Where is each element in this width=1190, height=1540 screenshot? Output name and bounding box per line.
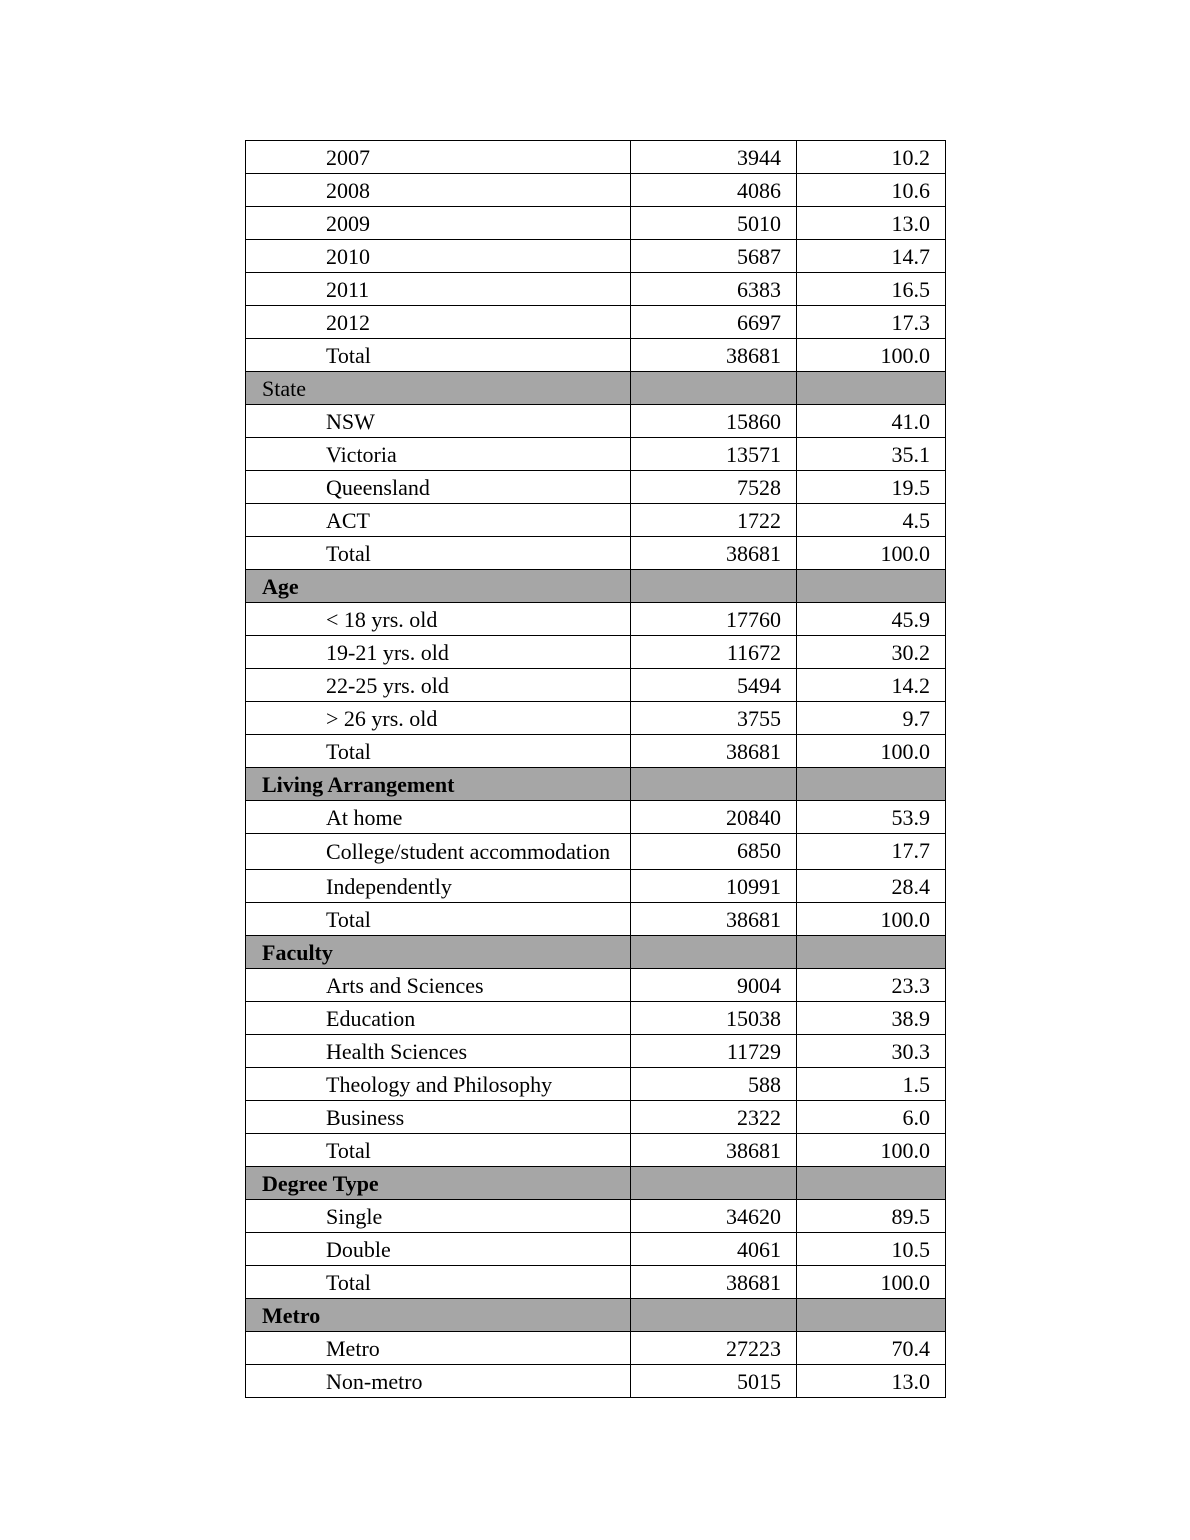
row-count: 15038 <box>631 1002 797 1035</box>
table-body <box>246 141 946 1398</box>
row-label: Theology and Philosophy <box>246 1068 631 1101</box>
table-row <box>246 969 946 1002</box>
row-percent: 10.5 <box>797 1233 946 1266</box>
row-percent: 100.0 <box>797 735 946 768</box>
row-count: 7528 <box>631 471 797 504</box>
row-label: College/student accommodation <box>246 834 631 870</box>
row-count: 5015 <box>631 1365 797 1398</box>
row-percent: 1.5 <box>797 1068 946 1101</box>
section-header-count-cell <box>631 768 797 801</box>
total-row <box>246 735 946 768</box>
section-header-row <box>246 372 946 405</box>
row-percent: 100.0 <box>797 1134 946 1167</box>
section-header-label: State <box>246 372 631 405</box>
statistics-table <box>245 140 946 1398</box>
row-percent: 10.6 <box>797 174 946 207</box>
row-count: 4061 <box>631 1233 797 1266</box>
row-percent: 17.3 <box>797 306 946 339</box>
row-count: 13571 <box>631 438 797 471</box>
table-row <box>246 702 946 735</box>
row-label: Victoria <box>246 438 631 471</box>
row-count: 1722 <box>631 504 797 537</box>
row-label: 22-25 yrs. old <box>246 669 631 702</box>
row-label: 2012 <box>246 306 631 339</box>
row-percent: 35.1 <box>797 438 946 471</box>
row-label: Total <box>246 735 631 768</box>
row-label: 2008 <box>246 174 631 207</box>
row-label: Non-metro <box>246 1365 631 1398</box>
row-label: Total <box>246 339 631 372</box>
table-row <box>246 504 946 537</box>
row-label: Education <box>246 1002 631 1035</box>
total-row <box>246 1266 946 1299</box>
row-label: Metro <box>246 1332 631 1365</box>
table-row <box>246 603 946 636</box>
row-percent: 28.4 <box>797 870 946 903</box>
table-row <box>246 273 946 306</box>
row-label: Independently <box>246 870 631 903</box>
row-label: Arts and Sciences <box>246 969 631 1002</box>
table-row <box>246 405 946 438</box>
row-percent: 23.3 <box>797 969 946 1002</box>
row-label: NSW <box>246 405 631 438</box>
row-label: Queensland <box>246 471 631 504</box>
total-row <box>246 1134 946 1167</box>
row-label: 2007 <box>246 141 631 174</box>
row-label: Single <box>246 1200 631 1233</box>
row-percent: 30.3 <box>797 1035 946 1068</box>
row-count: 10991 <box>631 870 797 903</box>
row-percent: 100.0 <box>797 903 946 936</box>
total-row <box>246 339 946 372</box>
section-header-row <box>246 1167 946 1200</box>
row-count: 5010 <box>631 207 797 240</box>
table-row <box>246 141 946 174</box>
row-percent: 13.0 <box>797 1365 946 1398</box>
section-header-count-cell <box>631 936 797 969</box>
section-header-label: Degree Type <box>246 1167 631 1200</box>
row-label: At home <box>246 801 631 834</box>
section-header-percent-cell <box>797 1167 946 1200</box>
row-percent: 17.7 <box>797 834 946 870</box>
row-count: 20840 <box>631 801 797 834</box>
row-percent: 38.9 <box>797 1002 946 1035</box>
section-header-row <box>246 936 946 969</box>
row-count: 17760 <box>631 603 797 636</box>
table-row <box>246 306 946 339</box>
table-row <box>246 207 946 240</box>
table-row <box>246 1233 946 1266</box>
row-label: Total <box>246 903 631 936</box>
row-percent: 100.0 <box>797 1266 946 1299</box>
row-percent: 4.5 <box>797 504 946 537</box>
row-label: 2011 <box>246 273 631 306</box>
row-percent: 53.9 <box>797 801 946 834</box>
section-header-percent-cell <box>797 372 946 405</box>
row-label: < 18 yrs. old <box>246 603 631 636</box>
section-header-row <box>246 1299 946 1332</box>
total-row <box>246 537 946 570</box>
table-row <box>246 1200 946 1233</box>
row-percent: 89.5 <box>797 1200 946 1233</box>
row-count: 38681 <box>631 1266 797 1299</box>
section-header-row <box>246 768 946 801</box>
section-header-count-cell <box>631 1167 797 1200</box>
row-count: 3755 <box>631 702 797 735</box>
row-percent: 41.0 <box>797 405 946 438</box>
table-row <box>246 636 946 669</box>
section-header-percent-cell <box>797 570 946 603</box>
section-header-label: Metro <box>246 1299 631 1332</box>
row-percent: 30.2 <box>797 636 946 669</box>
row-count: 38681 <box>631 1134 797 1167</box>
table-row <box>246 1332 946 1365</box>
row-label: 2010 <box>246 240 631 273</box>
row-percent: 14.7 <box>797 240 946 273</box>
row-percent: 45.9 <box>797 603 946 636</box>
row-percent: 14.2 <box>797 669 946 702</box>
row-count: 15860 <box>631 405 797 438</box>
row-count: 5687 <box>631 240 797 273</box>
table-row <box>246 1101 946 1134</box>
row-label: 2009 <box>246 207 631 240</box>
row-label: Total <box>246 1266 631 1299</box>
section-header-count-cell <box>631 1299 797 1332</box>
row-percent: 100.0 <box>797 339 946 372</box>
row-count: 588 <box>631 1068 797 1101</box>
row-percent: 16.5 <box>797 273 946 306</box>
section-header-percent-cell <box>797 936 946 969</box>
row-count: 38681 <box>631 537 797 570</box>
section-header-count-cell <box>631 570 797 603</box>
table-row <box>246 870 946 903</box>
table-row <box>246 834 946 870</box>
row-label: Double <box>246 1233 631 1266</box>
row-count: 4086 <box>631 174 797 207</box>
row-label: ACT <box>246 504 631 537</box>
row-label: Health Sciences <box>246 1035 631 1068</box>
section-header-row <box>246 570 946 603</box>
row-count: 11729 <box>631 1035 797 1068</box>
table-row <box>246 438 946 471</box>
table-row <box>246 1068 946 1101</box>
section-header-label: Faculty <box>246 936 631 969</box>
table-row <box>246 471 946 504</box>
row-count: 27223 <box>631 1332 797 1365</box>
row-percent: 19.5 <box>797 471 946 504</box>
section-header-label: Age <box>246 570 631 603</box>
row-label: Total <box>246 1134 631 1167</box>
table-row <box>246 240 946 273</box>
row-count: 6850 <box>631 834 797 870</box>
row-label: 19-21 yrs. old <box>246 636 631 669</box>
row-percent: 10.2 <box>797 141 946 174</box>
table-row <box>246 174 946 207</box>
row-count: 5494 <box>631 669 797 702</box>
section-header-percent-cell <box>797 768 946 801</box>
row-label: Business <box>246 1101 631 1134</box>
row-percent: 6.0 <box>797 1101 946 1134</box>
table-row <box>246 1002 946 1035</box>
row-count: 38681 <box>631 903 797 936</box>
row-count: 2322 <box>631 1101 797 1134</box>
row-percent: 13.0 <box>797 207 946 240</box>
section-header-count-cell <box>631 372 797 405</box>
row-count: 6697 <box>631 306 797 339</box>
row-label: Total <box>246 537 631 570</box>
total-row <box>246 903 946 936</box>
row-count: 34620 <box>631 1200 797 1233</box>
row-count: 9004 <box>631 969 797 1002</box>
row-count: 38681 <box>631 339 797 372</box>
table-row <box>246 669 946 702</box>
row-count: 6383 <box>631 273 797 306</box>
row-count: 3944 <box>631 141 797 174</box>
row-percent: 9.7 <box>797 702 946 735</box>
section-header-label: Living Arrangement <box>246 768 631 801</box>
row-count: 38681 <box>631 735 797 768</box>
row-label: > 26 yrs. old <box>246 702 631 735</box>
row-count: 11672 <box>631 636 797 669</box>
row-percent: 100.0 <box>797 537 946 570</box>
table-row <box>246 1035 946 1068</box>
row-percent: 70.4 <box>797 1332 946 1365</box>
section-header-percent-cell <box>797 1299 946 1332</box>
table-row <box>246 1365 946 1398</box>
table-row <box>246 801 946 834</box>
